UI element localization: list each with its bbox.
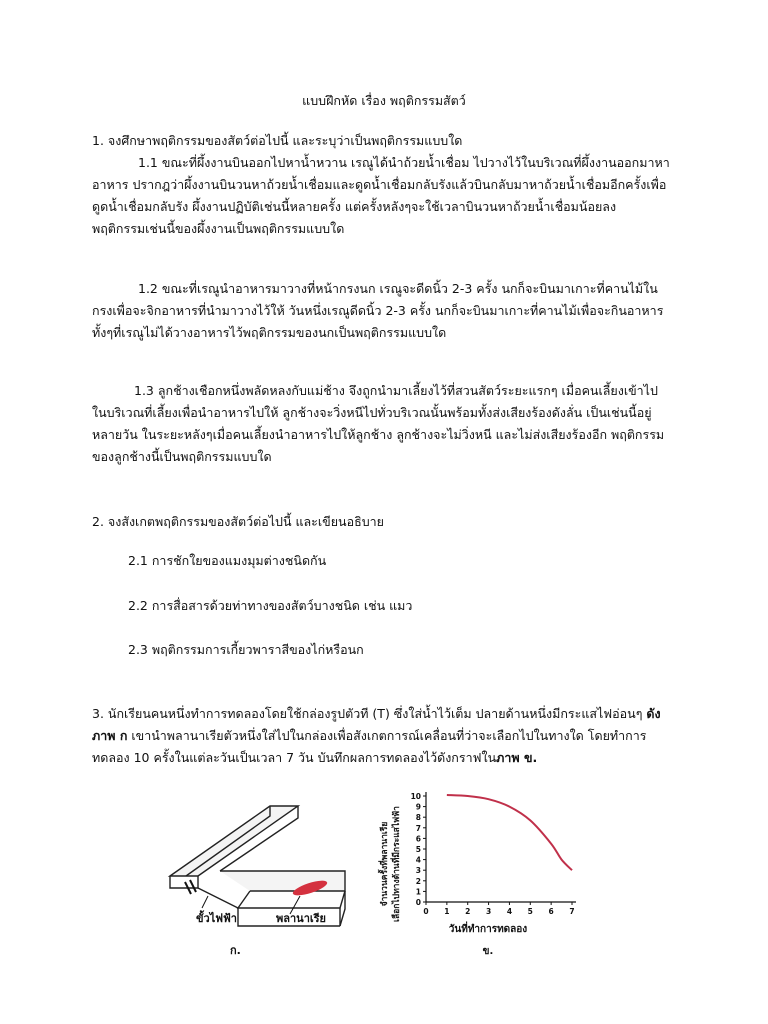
chart-caption: ข. bbox=[482, 946, 494, 957]
chart-y-tick-label: 0 bbox=[415, 898, 421, 907]
chart-ylabel-line-2: เลือกไปทางด้านที่มีกระแสไฟฟ้า bbox=[392, 806, 402, 922]
chart-ylabel-line-1: จำนวนครั้งที่พลานาเรีย bbox=[380, 821, 390, 907]
chart-y-tick-label: 5 bbox=[415, 845, 421, 854]
q3-line-3-text: ทดลอง 10 ครั้งในแต่ละวันเป็นเวลา 7 วัน บันทึกผลการทดลองไว้ดังกราฟใน bbox=[92, 750, 497, 765]
chart-x-tick-label: 3 bbox=[485, 907, 492, 916]
q1-1-line: อาหาร ปรากฎว่าผึ้งงานบินวนหาถ้วยน้ำเชื่อมและดูดน้ำเชื่อมกลับรังแล้วบินกลับมาหาถ้วยน้ำเชื่อมอีกครั้งเพื่อ bbox=[92, 177, 667, 192]
chart-y-tick-label: 2 bbox=[415, 876, 421, 886]
chart-x-tick-label: 2 bbox=[465, 907, 471, 916]
t-maze-diagram bbox=[150, 776, 360, 964]
q3-line-2 bbox=[92, 725, 661, 747]
chart-x-tick-label: 7 bbox=[569, 907, 575, 916]
chart-y-tick-label: 7 bbox=[415, 823, 421, 833]
q1-2-line: ทั้งๆที่เรณูไม่ได้วางอาหารไว้พฤติกรรมของนกเป็นพฤติกรรมแบบใด bbox=[92, 325, 447, 340]
chart-xlabel: วันที่ทำการทดลอง bbox=[448, 924, 528, 935]
chart-y-tick-label: 1 bbox=[415, 887, 421, 897]
chart-y-tick-label: 3 bbox=[415, 866, 421, 876]
q1-3-line: ในบริเวณที่เลี้ยงเพื่อนำอาหารไปให้ ลูกช้างจะวิ่งหนีไปทั่วบริเวณนั้นพร้อมทั้งส่งเสียงร้องดังลั่น เป็นเช่นนี้อยู่ bbox=[92, 405, 652, 420]
q1-1-line: ดูดน้ำเชื่อมกลับรัง ผึ้งงานปฏิบัติเช่นนี้หลายครั้ง แต่ครั้งหลังๆจะใช้เวลาบินวนหาถ้วยน้ำเชื่อมน้อยลง bbox=[92, 199, 617, 214]
electrode-label: ขั้วไฟฟ้า bbox=[196, 912, 237, 925]
q1-paragraph-1-1 bbox=[92, 152, 670, 240]
q3-line-1-bold: ดัง bbox=[646, 706, 661, 721]
q3-line-3 bbox=[92, 747, 661, 769]
q1-1-line: 1.1 ขณะที่ผึ้งงานบินออกไปหาน้ำหวาน เรณูได้นำถ้วยน้ำเชื่อม ไปวางไว้ในบริเวณที่ผึ้งงานออกมาหา bbox=[138, 155, 670, 170]
chart-y-tick-label: 4 bbox=[415, 855, 421, 865]
chart-y-tick-label: 9 bbox=[415, 802, 421, 812]
q2-item-3: 2.3 พฤติกรรมการเกี้ยวพาราสีของไก่หรือนก bbox=[128, 642, 364, 657]
chart-x-tick-label: 1 bbox=[444, 907, 450, 916]
chart-x-tick-label: 5 bbox=[527, 907, 533, 916]
q1-paragraph-1-2 bbox=[92, 278, 663, 344]
q1-heading: 1. จงศึกษาพฤติกรรมของสัตว์ต่อไปนี้ และระบุว่าเป็นพฤติกรรมแบบใด bbox=[92, 133, 463, 148]
q1-3-line: ของลูกช้างนี้เป็นพฤติกรรมแบบใด bbox=[92, 449, 272, 464]
electrode-icon bbox=[185, 880, 208, 908]
q3-line-1-text: 3. นักเรียนคนหนึ่งทำการทดลองโดยใช้กล่องรูปตัวที (T) ซึ่งใส่น้ำไว้เต็ม ปลายด้านหนึ่งมีกระแสไฟอ่อนๆ bbox=[92, 706, 643, 721]
figure-a-caption: ก. bbox=[230, 944, 241, 957]
chart-x-tick-label: 6 bbox=[548, 907, 554, 916]
q2-item-1: 2.1 การชักใยของแมงมุมต่างชนิดกัน bbox=[128, 553, 327, 568]
q3-line-1 bbox=[92, 703, 661, 725]
q2-heading: 2. จงสังเกตพฤติกรรมของสัตว์ต่อไปนี้ และเขียนอธิบาย bbox=[92, 514, 384, 529]
chart-y-tick-label: 10 bbox=[410, 792, 421, 801]
q1-3-line: หลายวัน ในระยะหลังๆเมื่อคนเลี้ยงนำอาหารไปให้ลูกช้าง ลูกช้างจะไม่วิ่งหนี และไม่ส่งเสียงร้องอีก พฤติกรรม bbox=[92, 427, 665, 442]
q1-3-line: 1.3 ลูกช้างเชือกหนึ่งพลัดหลงกับแม่ช้าง จึงถูกนำมาเลี้ยงไว้ที่สวนสัตว์ระยะแรกๆ เมื่อคนเลี้ยงเข้าไป bbox=[134, 383, 658, 398]
chart-x-tick-label: 4 bbox=[506, 907, 513, 916]
q2-item-2: 2.2 การสื่อสารด้วยท่าทางของสัตว์บางชนิด เช่น แมว bbox=[128, 598, 413, 613]
page-title: แบบฝึกหัด เรื่อง พฤติกรรมสัตว์ bbox=[302, 93, 466, 108]
t-maze-box bbox=[170, 806, 345, 926]
q3-line-2-bold: ภาพ ก bbox=[92, 728, 128, 743]
q3-line-3-bold: ภาพ ข. bbox=[496, 750, 538, 765]
results-chart bbox=[360, 776, 588, 964]
chart-x-tick-label: 0 bbox=[423, 907, 429, 916]
q1-paragraph-1-3 bbox=[92, 380, 664, 468]
planaria-label: พลานาเรีย bbox=[276, 912, 326, 925]
chart-y-tick-label: 8 bbox=[415, 813, 421, 823]
chart-series-line bbox=[447, 795, 572, 870]
q1-1-line: พฤติกรรมเช่นนี้ของผึ้งงานเป็นพฤติกรรมแบบใด bbox=[92, 221, 345, 236]
chart-y-tick-label: 6 bbox=[415, 834, 421, 844]
q3-line-2-text: เขานำพลานาเรียตัวหนึ่งใส่ไปในกล่องเพื่อสังเกตการณ์เคลื่อนที่ว่าจะเลือกไปในทางใด โดยทำการ bbox=[131, 728, 647, 743]
q1-2-line: กรงเพื่อจะจิกอาหารที่นำมาวางไว้ให้ วันหนึ่งเรณูดีดนิ้ว 2-3 ครั้ง นกก็จะบินมาเกาะที่คานไม้เพื่อจะกินอาหาร bbox=[92, 303, 664, 318]
experiment-figure bbox=[150, 776, 588, 964]
q3-paragraph bbox=[92, 703, 661, 769]
q1-2-line: 1.2 ขณะที่เรณูนำอาหารมาวางที่หน้ากรงนก เรณูจะดีดนิ้ว 2-3 ครั้ง นกก็จะบินมาเกาะที่คานไม้ใน bbox=[138, 281, 658, 296]
